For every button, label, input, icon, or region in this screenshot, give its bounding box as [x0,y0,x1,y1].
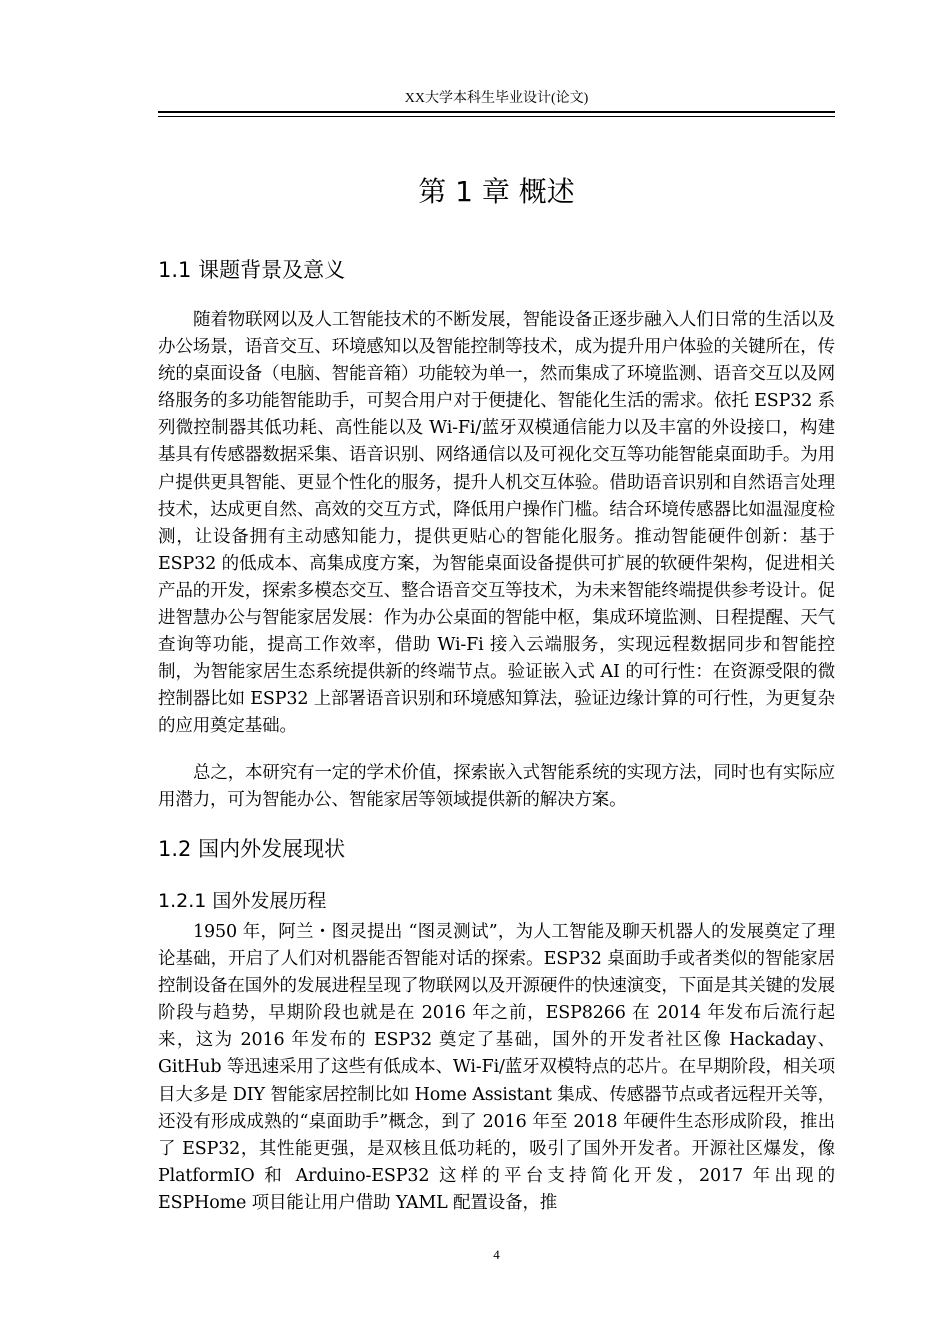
header-rule-thin [158,116,835,117]
section-heading-1-2: 1.2 国内外发展现状 [158,837,346,861]
section-heading-1-1: 1.1 课题背景及意义 [158,258,346,282]
paragraph-background: 随着物联网以及人工智能技术的不断发展，智能设备正逐步融入人们日常的生活以及办公场景，语音交互、环境感知以及智能控制等技术，成为提升用户体验的关键所在，传统的桌面设备（电脑、智能音箱）功能较为单一，然而集成了环境监测、语音交互以及网络服务的多功能智能助手，可契合用户对于便捷化、智能化生活的需求。依托 ESP32 系列微控制器其低功耗、高性能以及 Wi-Fi/蓝牙双模通信能力以及丰富的外设接口，构建基具有传感器数据采集、语音识别、网络通信以及可视化交互等功能智能桌面助手。为用户提供更具智能、更显个性化的服务，提升人机交互体验。借助语音识别和自然语言处理技术，达成更自然、高效的交互方式，降低用户操作门槛。结合环境传感器比如温湿度检测，让设备拥有主动感知能力，提供更贴心的智能化服务。推动智能硬件创新：基于 ESP32 的低成本、高集成度方案，为智能桌面设备提供可扩展的软硬件架构，促进相关产品的开发，探索多模态交互、整合语音交互等技术，为未来智能终端提供参考设计。促进智慧办公与智能家居发展：作为办公桌面的智能中枢，集成环境监测、日程提醒、天气查询等功能，提高工作效率，借助 Wi-Fi 接入云端服务，实现远程数据同步和智能控制，为智能家居生态系统提供新的终端节点。验证嵌入式 AI 的可行性：在资源受限的微控制器比如 ESP32 上部署语音识别和环境感知算法，验证边缘计算的可行性，为更复杂的应用奠定基础。 [158,310,835,737]
chapter-title: 第 1 章 概述 [418,175,575,208]
page-number: 4 [493,1247,500,1262]
header-rule-thick [158,111,835,113]
section-heading-1-2-1: 1.2.1 国外发展历程 [158,890,327,912]
paragraph-summary: 总之，本研究有一定的学术价值，探索嵌入式智能系统的实现方法，同时也有实际应用潜力，可为智能办公、智能家居等领域提供新的解决方案。 [158,763,835,811]
running-header: XX大学本科生毕业设计(论文) [404,91,589,106]
paragraph-foreign-history: 1950 年，阿兰・图灵提出 “图灵测试”，为人工智能及聊天机器人的发展奠定了理论基础，开启了人们对机器能否智能对话的探索。ESP32 桌面助手或者类似的智能家居控制设备在国外的发展进程呈现了物联网以及开源硬件的快速演变，下面是其关键的发展阶段与趋势，早期阶段也就是在 2016 年之前，ESP8266 在 2014 年发布后流行起来，这为 2016 年发布的 ESP32 奠定了基础，国外的开发者社区像 Hackaday、GitHub 等迅速采用了这些有低成本、Wi-Fi/蓝牙双模特点的芯片。在早期阶段，相关项目大多是 DIY 智能家居控制比如 Home Assistant 集成、传感器节点或者远程开关等，还没有形成成熟的“桌面助手”概念，到了 2016 年至 2018 年硬件生态形成阶段，推出了 ESP32，其性能更强，是双核且低功耗的，吸引了国外开发者。开源社区爆发，像 PlatformIO 和 Arduino-ESP32 这样的平台支持简化开发，2017 年出现的 ESPHome 项目能让用户借助 YAML 配置设备，推 [158,922,835,1213]
